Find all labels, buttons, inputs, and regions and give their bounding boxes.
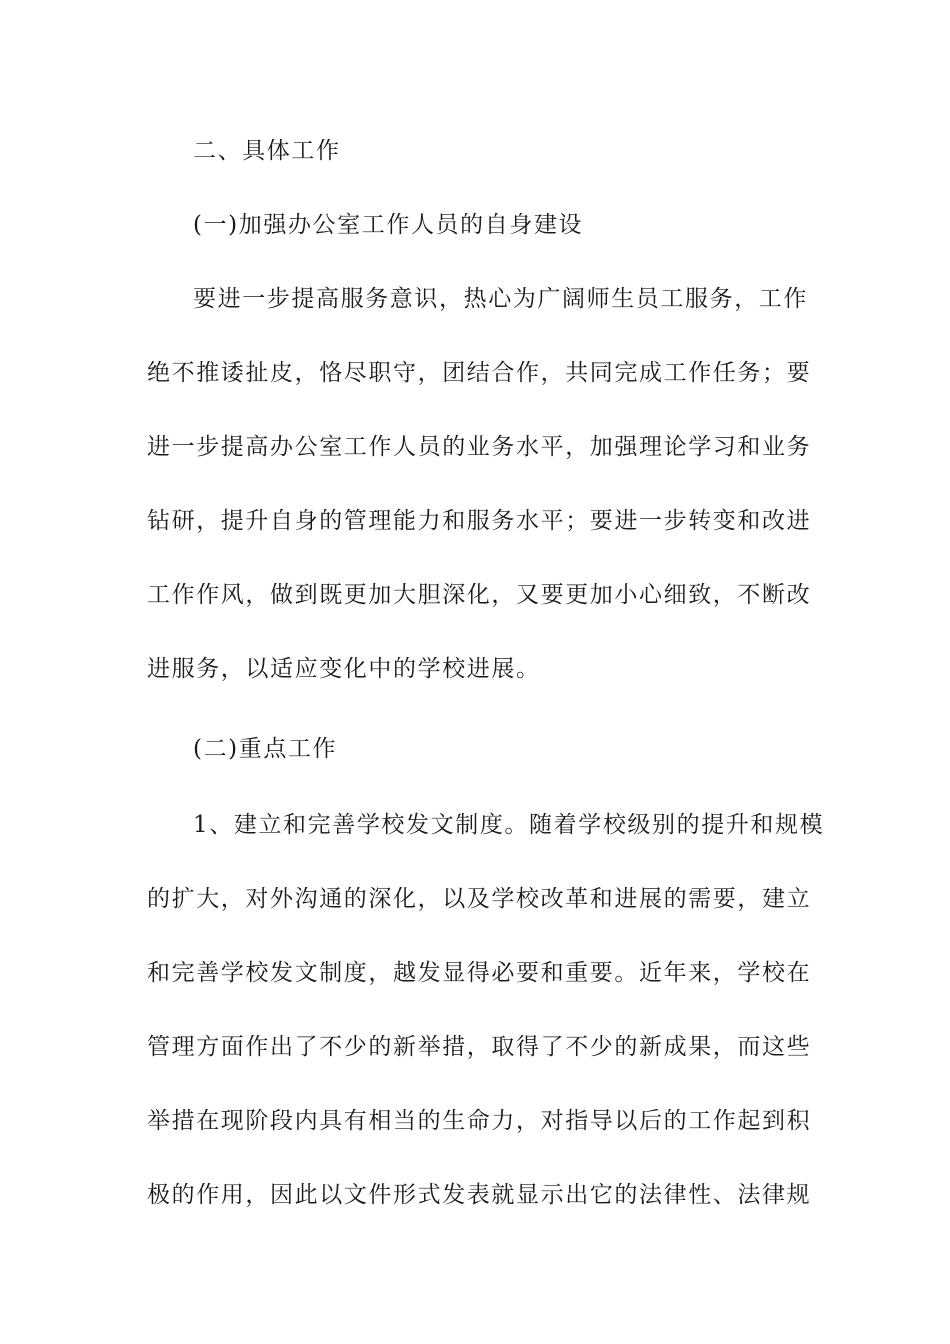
- subsection-title-2: (二)重点工作: [193, 736, 338, 762]
- paragraph-line: 举措在现阶段内具有相当的生命力，对指导以后的工作起到积: [147, 1108, 812, 1134]
- paragraph-line: 1、建立和完善学校发文制度。随着学校级别的提升和规模: [193, 812, 825, 838]
- paragraph-line: 的扩大，对外沟通的深化，以及学校改革和进展的需要，建立: [147, 886, 812, 912]
- section-heading: 二、具体工作: [193, 138, 341, 164]
- paragraph-line: 管理方面作出了不少的新举措，取得了不少的新成果，而这些: [147, 1034, 812, 1060]
- paragraph-line: 和完善学校发文制度，越发显得必要和重要。近年来，学校在: [147, 960, 812, 986]
- paragraph-line: 进一步提高办公室工作人员的业务水平，加强理论学习和业务: [147, 434, 812, 460]
- paragraph-line: 绝不推诿扯皮，恪尽职守，团结合作，共同完成工作任务；要: [147, 360, 812, 386]
- subsection-title-1: (一)加强办公室工作人员的自身建设: [193, 212, 584, 238]
- paragraph-line: 工作作风，做到既更加大胆深化，又要更加小心细致，不断改: [147, 582, 812, 608]
- paragraph-line: 极的作用，因此以文件形式发表就显示出它的法律性、法律规: [147, 1182, 812, 1208]
- paragraph-line: 钻研，提升自身的管理能力和服务水平；要进一步转变和改进: [147, 508, 812, 534]
- paragraph-line: 进服务，以适应变化中的学校进展。: [147, 656, 541, 682]
- paragraph-line: 要进一步提高服务意识，热心为广阔师生员工服务，工作: [193, 286, 808, 312]
